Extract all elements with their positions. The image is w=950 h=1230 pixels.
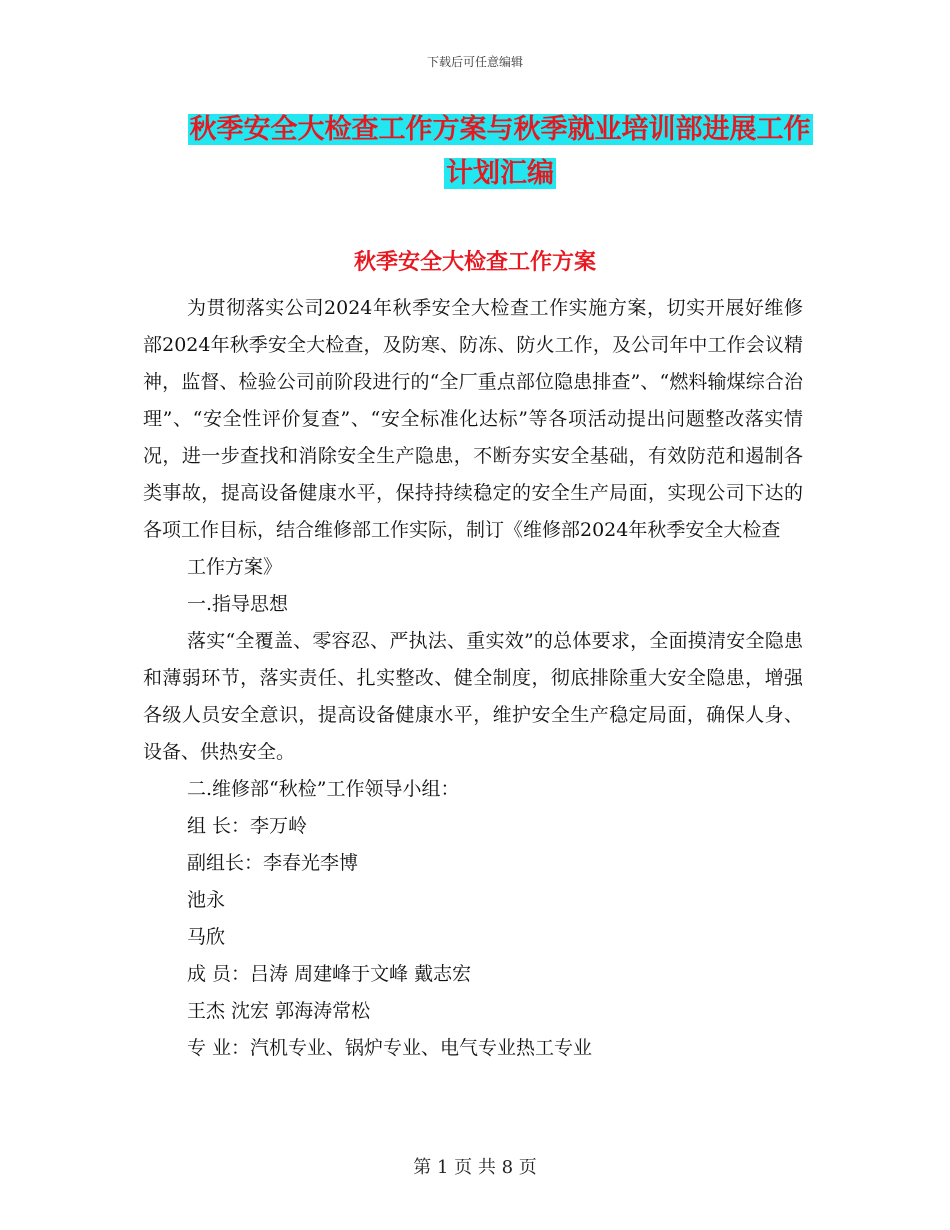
section-title: 秋季安全大检查工作方案	[353, 250, 596, 275]
members-continued: 王杰 沈宏 郭海涛常松	[187, 1000, 371, 1022]
document-title-line1: 秋季安全大检查工作方案与秋季就业培训部进展工作	[189, 114, 811, 145]
heading-leadership-group: 二.维修部“秋检”工作领导小组：	[187, 778, 460, 800]
member-a: 池永	[187, 889, 226, 911]
document-title	[180, 108, 820, 196]
members: 成 员：吕涛 周建峰于文峰 戴志宏	[187, 963, 472, 985]
document-body	[143, 290, 803, 1067]
intro-paragraph-tail: 工作方案》	[187, 556, 283, 578]
group-leader: 组 长：李万岭	[187, 815, 308, 837]
header-note: 下载后可任意编辑	[426, 55, 523, 69]
page-footer: 第 1 页 共 8 页	[413, 1157, 537, 1178]
document-title-line2: 计划汇编	[446, 158, 554, 189]
specialty: 专 业：汽机专业、锅炉专业、电气专业热工专业	[187, 1037, 593, 1059]
intro-paragraph: 为贯彻落实公司2024年秋季安全大检查工作实施方案，切实开展好维修部2024年秋季安全大检查，及防寒、防冻、防火工作，及公司年中工作会议精神，监督、检验公司前阶段进行的“全厂重点部位隐患排查”、“燃料输煤综合治理”、“安全性评价复查”、“安全标准化达标”等各项活动提出问题整改落实情况，进一步查找和消除安全生产隐患，不断夯实安全基础，有效防范和遏制各类事故，提高设备健康水平，保持持续稳定的安全生产局面，实现公司下达的各项工作目标，结合维修部工作实际，制订《维修部2024年秋季安全大检查	[143, 297, 803, 541]
member-b: 马欣	[187, 926, 226, 948]
deputy-leader: 副组长：李春光李博	[187, 852, 359, 874]
guidance-paragraph: 落实“全覆盖、零容忍、严执法、重实效”的总体要求，全面摸清安全隐患和薄弱环节，落实责任、扎实整改、健全制度，彻底排除重大安全隐患，增强各级人员安全意识，提高设备健康水平，维护安全生产稳定局面，确保人身、设备、供热安全。	[143, 630, 803, 763]
heading-guidance: 一.指导思想	[187, 593, 289, 615]
